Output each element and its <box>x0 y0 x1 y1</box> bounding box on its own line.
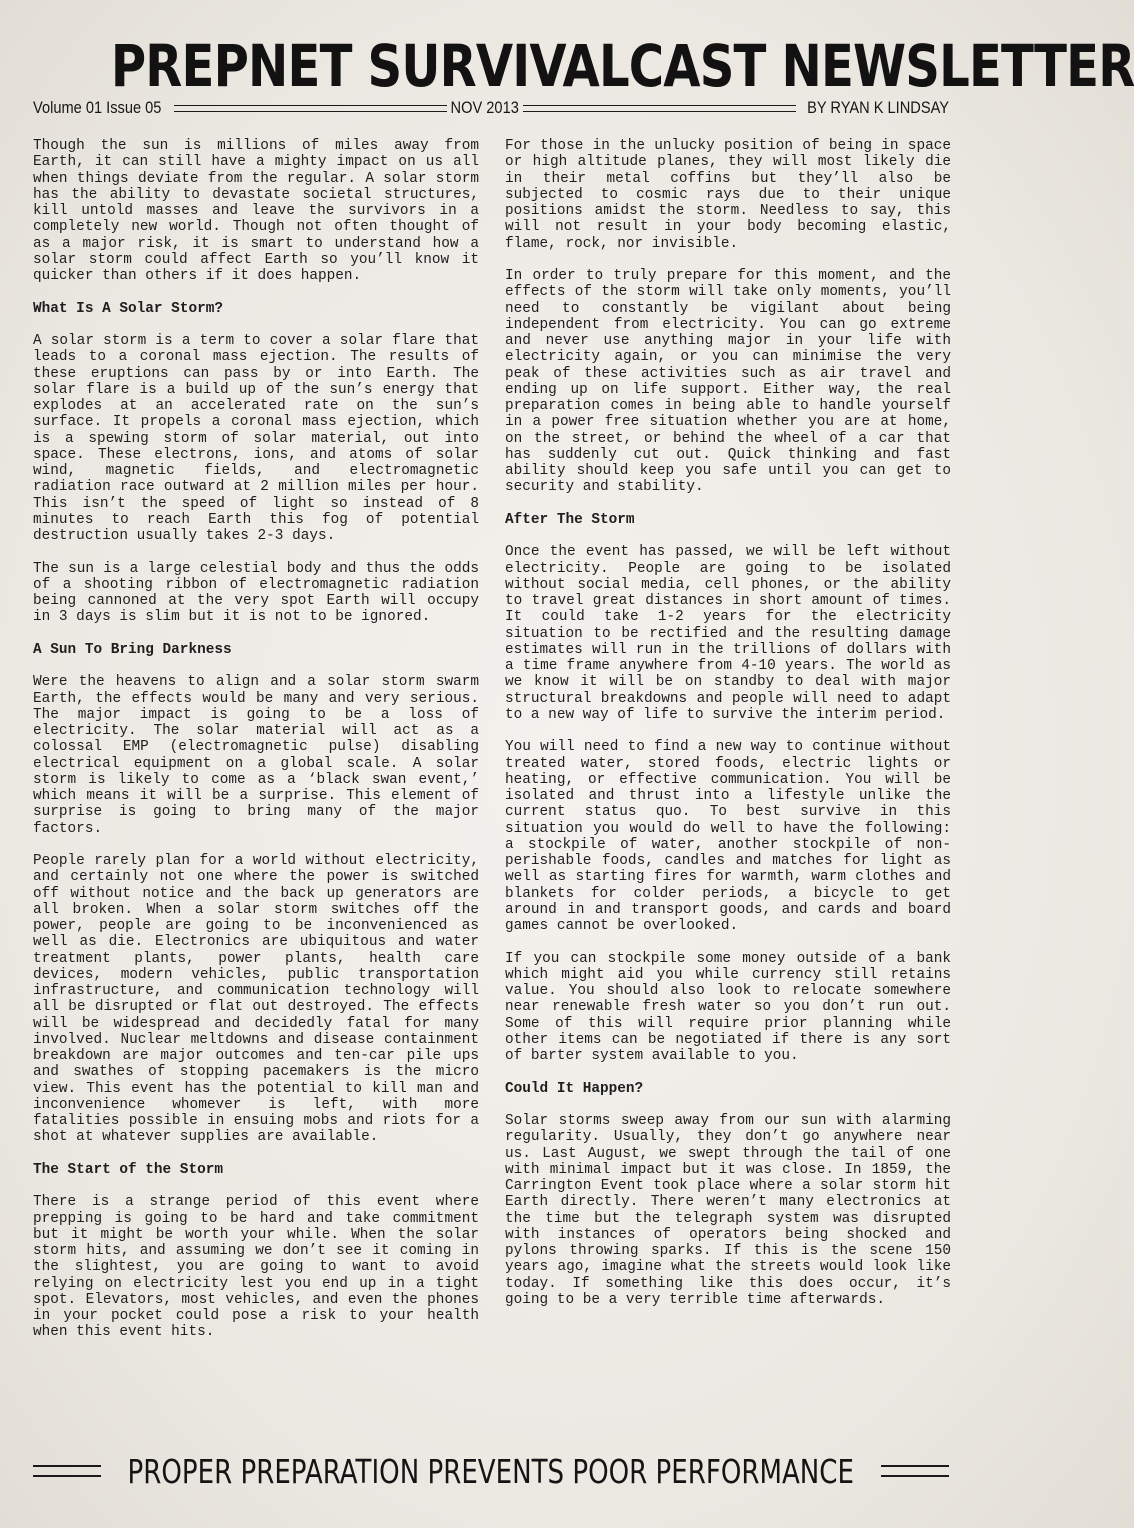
footer-rule-right <box>881 1465 949 1477</box>
body-paragraph: In order to truly prepare for this moment, and the effects of the storm will take only moments, you’ll need to constantly be vigilant about being independent from electricity. You can go extreme and never use anything major in your life with electricity again, or you can minimise the very peak of these activities such as air travel and ending up on life support. Either way, the real preparation comes in being able to handle yourself in a power free situation whether you are at home, on the street, or behind the wheel of a car that has suddenly cut out. Quick thinking and fast ability should keep you safe until you can get to security and stability. <box>505 268 951 496</box>
footer-motto: PROPER PREPARATION PREVENTS POOR PERFORMANCE <box>127 1451 855 1491</box>
issue-date: NOV 2013 <box>451 98 520 117</box>
footer-bar <box>33 1448 949 1494</box>
issue-info-bar <box>33 97 949 119</box>
body-paragraph: People rarely plan for a world without electricity, and certainly not one where the power is switched off without notice and the back up generators are all broken. When a solar storm switches off the power, people are going to be inconvenienced as well as die. Electronics are ubiquitous and water treatment plants, power plants, health care devices, modern vehicles, public transportation infrastructure, and communication technology will all be disrupted or flat out destroyed. The effects will be widespread and decidedly fatal for many involved. Nuclear meltdowns and disease containment breakdown are major outcomes and ten-car pile ups and swathes of stopping pacemakers is the micro view. This event has the potential to kill man and inconvenience whomever is left, with more fatalities possible in ensuing mobs and riots for a shot at whatever supplies are available. <box>33 853 479 1146</box>
body-paragraph: Once the event has passed, we will be left without electricity. People are going to be isolated without social media, cell phones, or the ability to travel great distances in short amount of times. It could take 1-2 years for the electricity situation to be rectified and the resulting damage estimates will run in the trillions of dollars with a time frame anywhere from 4-10 years. The world as we know it will be on standby to deal with major structural breakdowns and people will need to adapt to a new way of life to survive the interim period. <box>505 544 951 723</box>
divider-rule <box>523 105 796 112</box>
section-heading: Could It Happen? <box>505 1080 644 1097</box>
volume-issue: Volume 01 Issue 05 <box>33 98 162 117</box>
section-heading: A Sun To Bring Darkness <box>33 641 232 658</box>
byline: BY RYAN K LINDSAY <box>807 98 949 117</box>
section-heading: The Start of the Storm <box>33 1161 223 1178</box>
left-column <box>33 138 479 1357</box>
body-paragraph: The sun is a large celestial body and thus the odds of a shooting ribbon of electromagnetic radiation being cannoned at the very spot Earth will occupy in 3 days is slim but it is not to be ignored. <box>33 560 479 626</box>
newsletter-title: PREPNET SURVIVALCAST NEWSLETTER <box>110 32 1134 100</box>
body-paragraph: Were the heavens to align and a solar storm swarm Earth, the effects would be many and very serious. The major impact is going to be a loss of electricity. The solar material will act as a colossal EMP (electromagnetic pulse) disabling electrical equipment on a global scale. A solar storm is likely to come as a ‘black swan event,’ which means it will be a surprise. This element of surprise is going to bring many of the major factors. <box>33 674 479 837</box>
divider-rule <box>174 105 447 112</box>
body-paragraph: There is a strange period of this event where prepping is going to be hard and take commitment but it might be worth your while. When the solar storm hits, and assuming we don’t see it coming in the slightest, you are going to want to avoid relying on electricity lest you end up in a tight spot. Elevators, most vehicles, and even the phones in your pocket could pose a risk to your health when this event hits. <box>33 1194 479 1341</box>
footer-rule-left <box>33 1465 101 1477</box>
intro-paragraph: Though the sun is millions of miles away from Earth, it can still have a mighty impact on us all when things deviate from the regular. A solar storm has the ability to devastate societal structures, kill untold masses and leave the survivors in a completely new world. Though not often thought of as a major risk, it is smart to understand how a solar storm could affect Earth so you’ll know it quicker than others if it does happen. <box>33 138 479 284</box>
body-paragraph: Solar storms sweep away from our sun with alarming regularity. Usually, they don’t go anywhere near us. Last August, we swept through the tail of one with minimal impact but it was close. In 1859, the Carrington Event took place where a solar storm hit Earth directly. There weren’t many electronics at the time but the telegraph system was disrupted with instances of operators being shocked and pylons throwing sparks. If this is the scene 150 years ago, imagine what the streets would look like today. If something like this does occur, it’s going to be a very terrible time afterwards. <box>505 1113 951 1308</box>
body-paragraph: You will need to find a new way to continue without treated water, stored foods, electric lights or heating, or effective communication. You will be isolated and thrust into a lifestyle unlike the current status quo. To best survive in this situation you would do well to have the following: a stockpile of water, another stockpile of non-perishable foods, candles and matches for light as well as starting fires for warmth, warm clothes and blankets for colder periods, a bicycle to get around in and transport goods, and cards and board games cannot be overlooked. <box>505 739 951 934</box>
section-heading: What Is A Solar Storm? <box>33 300 223 317</box>
section-heading: After The Storm <box>505 511 635 528</box>
right-column <box>505 138 951 1324</box>
body-paragraph: A solar storm is a term to cover a solar flare that leads to a coronal mass ejection. The results of these eruptions can pass by or into Earth. The solar flare is a build up of the sun’s energy that explodes at an accelerated rate on the sun’s surface. It propels a coronal mass ejection, which is a spewing storm of solar material, out into space. These electrons, ions, and atoms of solar wind, magnetic fields, and electromagnetic radiation race outward at 2 million miles per hour. This isn’t the speed of light so instead of 8 minutes to reach Earth this fog of potential destruction usually takes 2-3 days. <box>33 333 479 544</box>
body-paragraph: For those in the unlucky position of being in space or high altitude planes, they will most likely die in their metal coffins but they’ll also be subjected to cosmic rays due to their unique positions amidst the storm. Needless to say, this will not result in your body becoming elastic, flame, rock, nor invisible. <box>505 138 951 252</box>
body-paragraph: If you can stockpile some money outside of a bank which might aid you while currency still retains value. You should also look to relocate somewhere near renewable fresh water so you don’t run out. Some of this will require prior planning while other items can be negotiated if there is any sort of barter system available to you. <box>505 950 951 1064</box>
